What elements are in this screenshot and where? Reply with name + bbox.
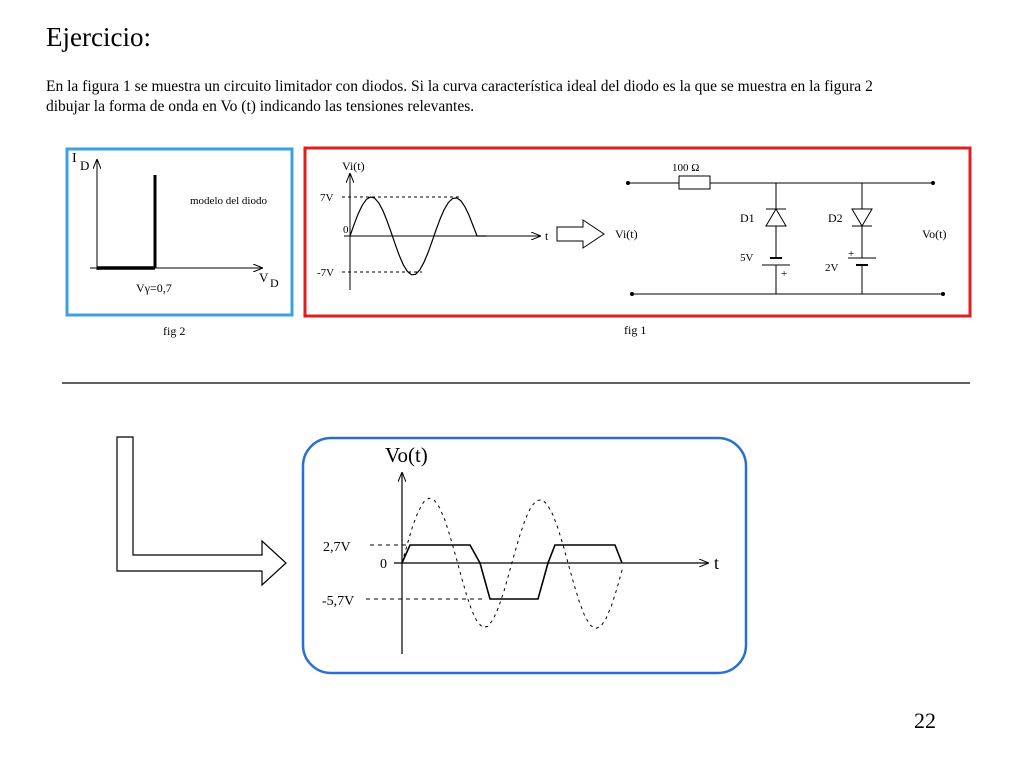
diode-d1-label: D1 [740, 211, 755, 225]
resistor-label: 100 Ω [672, 162, 700, 174]
exercise-statement-line-2: dibujar la forma de onda en Vo (t) indicando las tensiones relevantes. [46, 98, 475, 115]
circuit-output-label: Vo(t) [922, 227, 947, 241]
diode-d2-label: D2 [828, 211, 843, 225]
solution-frame [303, 438, 746, 673]
vi-minus7v-label: -7V [317, 267, 335, 279]
fig2-x-axis-label: V [259, 270, 269, 285]
vo-time-label: t [714, 553, 720, 573]
solution-pointer-arrow [117, 437, 286, 585]
clipper-circuit-schematic [615, 162, 946, 296]
vo-minus5-7v-label: -5,7V [322, 594, 355, 609]
diode-d1 [766, 209, 786, 226]
fig2-y-axis-label: I [72, 151, 77, 166]
vi-axis-label: Vi(t) [342, 159, 365, 173]
page-number: 22 [914, 708, 936, 733]
fig2-x-axis-label-sub: D [270, 276, 279, 290]
fig2-y-axis-label-sub: D [80, 158, 90, 173]
input-to-circuit-arrow [557, 220, 604, 248]
battery-5v-label: 5V [740, 252, 754, 264]
fig1-limiter-circuit [305, 148, 970, 316]
battery-2v-plus: + [848, 248, 855, 260]
vo-zero-label: 0 [380, 557, 387, 572]
vi-time-label: t [545, 229, 549, 243]
output-waveform-solution [303, 438, 746, 673]
slide-title: Ejercicio: [46, 22, 151, 52]
battery-2v-label: 2V [825, 262, 839, 274]
battery-5v-plus: + [781, 268, 788, 280]
vi-zero-label: 0 [343, 224, 349, 236]
diode-d2 [852, 209, 872, 226]
vo-clipped-waveform [402, 545, 622, 599]
input-waveform-plot [317, 159, 549, 290]
fig2-threshold-label: Vγ=0,7 [136, 281, 172, 295]
fig2-model-label: modelo del diodo [190, 195, 267, 207]
vi-7v-label: 7V [320, 192, 334, 204]
resistor [679, 176, 710, 189]
vo-2-7v-label: 2,7V [323, 540, 351, 555]
fig2-diode-model [67, 149, 292, 315]
vo-axis-label: Vo(t) [385, 443, 428, 467]
fig1-caption: fig 1 [624, 323, 647, 337]
fig2-caption: fig 2 [163, 324, 186, 338]
circuit-input-label: Vi(t) [615, 227, 638, 241]
exercise-statement-line-1: En la figura 1 se muestra un circuito limitador con diodos. Si la curva característica ideal del diodo es la que se muestra en la figura 2 [46, 78, 873, 95]
fig2-frame [67, 149, 292, 315]
